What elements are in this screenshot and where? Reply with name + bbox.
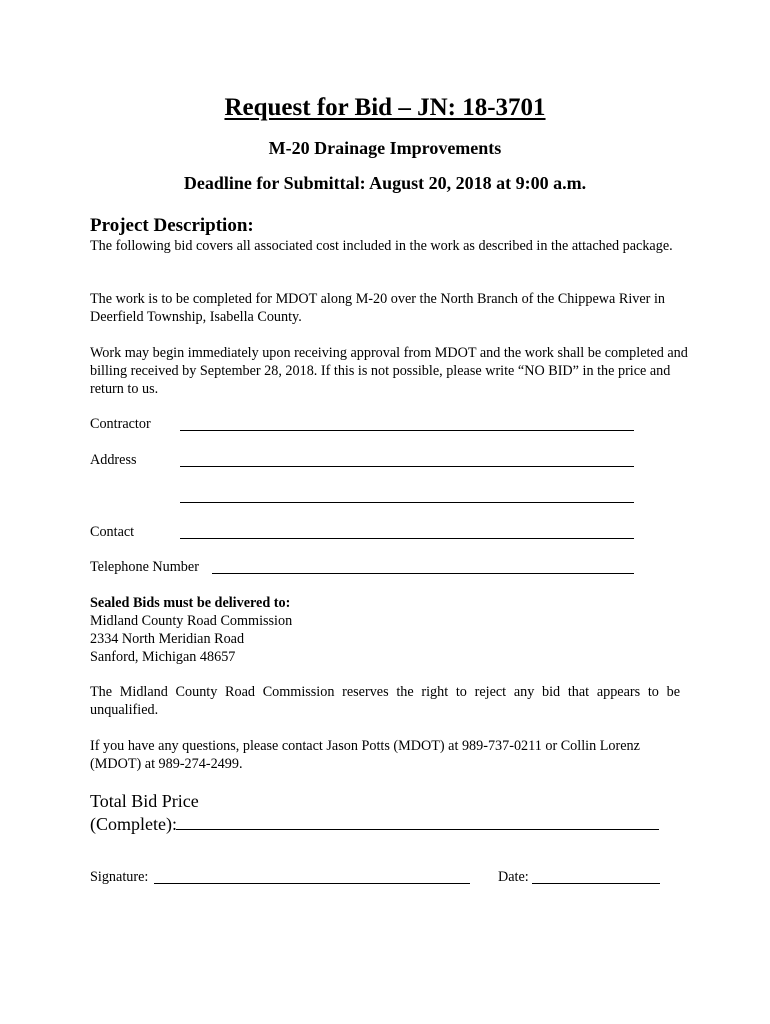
signature-field[interactable] bbox=[154, 883, 470, 884]
address-field-line-1[interactable] bbox=[180, 466, 634, 467]
delivery-line-2: 2334 North Meridian Road bbox=[90, 631, 245, 647]
telephone-label: Telephone Number bbox=[90, 559, 199, 575]
address-field-line-2[interactable] bbox=[180, 502, 634, 503]
description-paragraph-3: Work may begin immediately upon receiving approval from MDOT and the work shall be completed and billing received by September 28, 2018. If this is not possible, please write “NO BID” in the price and return to us. bbox=[90, 345, 688, 397]
delivery-line-3: Sanford, Michigan 48657 bbox=[90, 649, 236, 665]
project-description-heading: Project Description: bbox=[90, 215, 254, 236]
description-paragraph-2: The work is to be completed for MDOT along M-20 over the North Branch of the Chippewa River in Deerfield Township, Isabella County. bbox=[90, 291, 665, 325]
contractor-field[interactable] bbox=[180, 430, 634, 431]
date-label: Date: bbox=[498, 869, 529, 885]
telephone-field[interactable] bbox=[212, 573, 634, 574]
description-paragraph-1: The following bid covers all associated cost included in the work as described in the attached package. bbox=[90, 238, 673, 254]
address-label: Address bbox=[90, 452, 137, 468]
document-subtitle: M-20 Drainage Improvements bbox=[268, 138, 502, 158]
total-bid-label-line-2: (Complete): bbox=[90, 814, 177, 834]
date-field[interactable] bbox=[532, 883, 660, 884]
contact-label: Contact bbox=[90, 524, 135, 540]
delivery-heading: Sealed Bids must be delivered to: bbox=[90, 595, 291, 611]
total-bid-label-line-1: Total Bid Price bbox=[90, 791, 199, 811]
delivery-line-1: Midland County Road Commission bbox=[90, 613, 293, 629]
contact-field[interactable] bbox=[180, 538, 634, 539]
document-title: Request for Bid – JN: 18-3701 bbox=[224, 94, 546, 121]
total-bid-field[interactable] bbox=[176, 829, 659, 830]
submittal-deadline: Deadline for Submittal: August 20, 2018 at 9:00 a.m. bbox=[183, 173, 587, 193]
reservation-paragraph: The Midland County Road Commission reserves the right to reject any bid that appears to be unqualified. bbox=[90, 684, 680, 718]
questions-paragraph: If you have any questions, please contact Jason Potts (MDOT) at 989-737-0211 or Collin Lorenz (MDOT) at 989-274-2499. bbox=[90, 738, 640, 772]
signature-label: Signature: bbox=[90, 869, 149, 885]
contractor-label: Contractor bbox=[90, 416, 151, 432]
